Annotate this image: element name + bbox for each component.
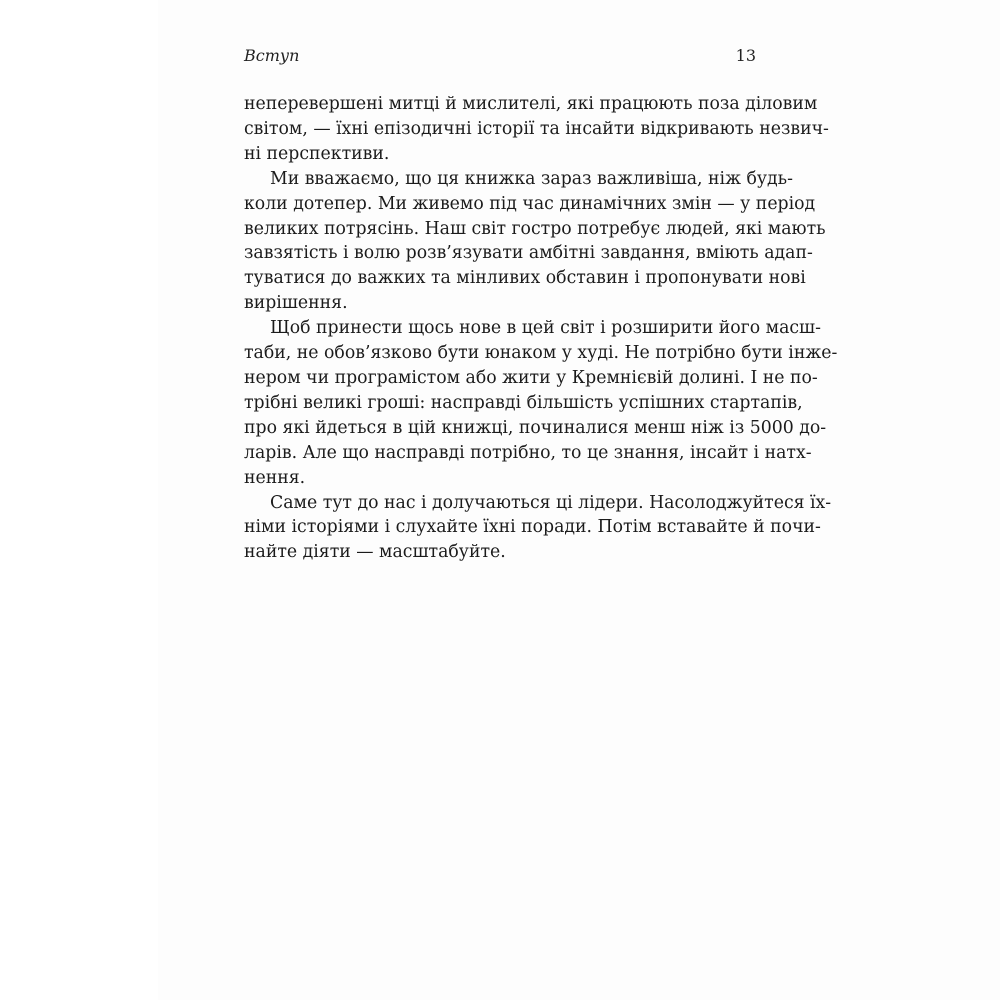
text-line: нером чи програмістом або жити у Кремнієвій долині. І не по-: [244, 367, 818, 388]
text-line: німи історіями і слухайте їхні поради. Потім вставайте й почи-: [244, 517, 821, 538]
section-title: Вступ: [244, 46, 300, 65]
text-line: вирішення.: [244, 293, 348, 314]
text-line: про які йдеться в цій книжці, починалися менш ніж із 5000 до-: [244, 417, 827, 438]
text-line: ні перспективи.: [244, 143, 390, 164]
running-head: [244, 46, 756, 76]
text-line: ларів. Але що насправді потрібно, то це знання, інсайт і натх-: [244, 442, 812, 463]
paragraph: [244, 92, 829, 167]
text-line: найте діяти — масштабуйте.: [244, 542, 506, 563]
text-line: великих потрясінь. Наш світ гостро потребує людей, які мають: [244, 218, 826, 239]
text-line: Саме тут до нас і долучаються ці лідери. Насолоджуйтеся їх-: [270, 492, 832, 513]
paragraph: [244, 316, 838, 490]
text-line: світом, — їхні епізодичні історії та інсайти відкривають незвич-: [244, 118, 829, 139]
paragraph: [244, 491, 832, 566]
text-line: таби, не обов’язково бути юнаком у худі. Не потрібно бути інже-: [244, 343, 838, 364]
body-text: [244, 92, 838, 565]
page-number: 13: [735, 46, 756, 65]
text-line: неперевершені митці й мислителі, які працюють поза діловим: [244, 94, 818, 114]
text-line: Щоб принести щось нове в цей світ і розширити його масш-: [270, 318, 821, 339]
text-line: нення.: [244, 467, 306, 488]
text-line: трібні великі гроші: насправді більшість успішних стартапів,: [244, 392, 803, 413]
text-line: туватися до важких та мінливих обставин і пропонувати нові: [244, 268, 806, 289]
text-line: Ми вважаємо, що ця книжка зараз важливіша, ніж будь-: [270, 168, 793, 189]
text-line: завзятість і волю розв’язувати амбітні завдання, вміють адап-: [244, 243, 813, 264]
paragraph: [244, 167, 826, 316]
text-line: коли дотепер. Ми живемо під час динамічних змін — у період: [244, 193, 816, 214]
